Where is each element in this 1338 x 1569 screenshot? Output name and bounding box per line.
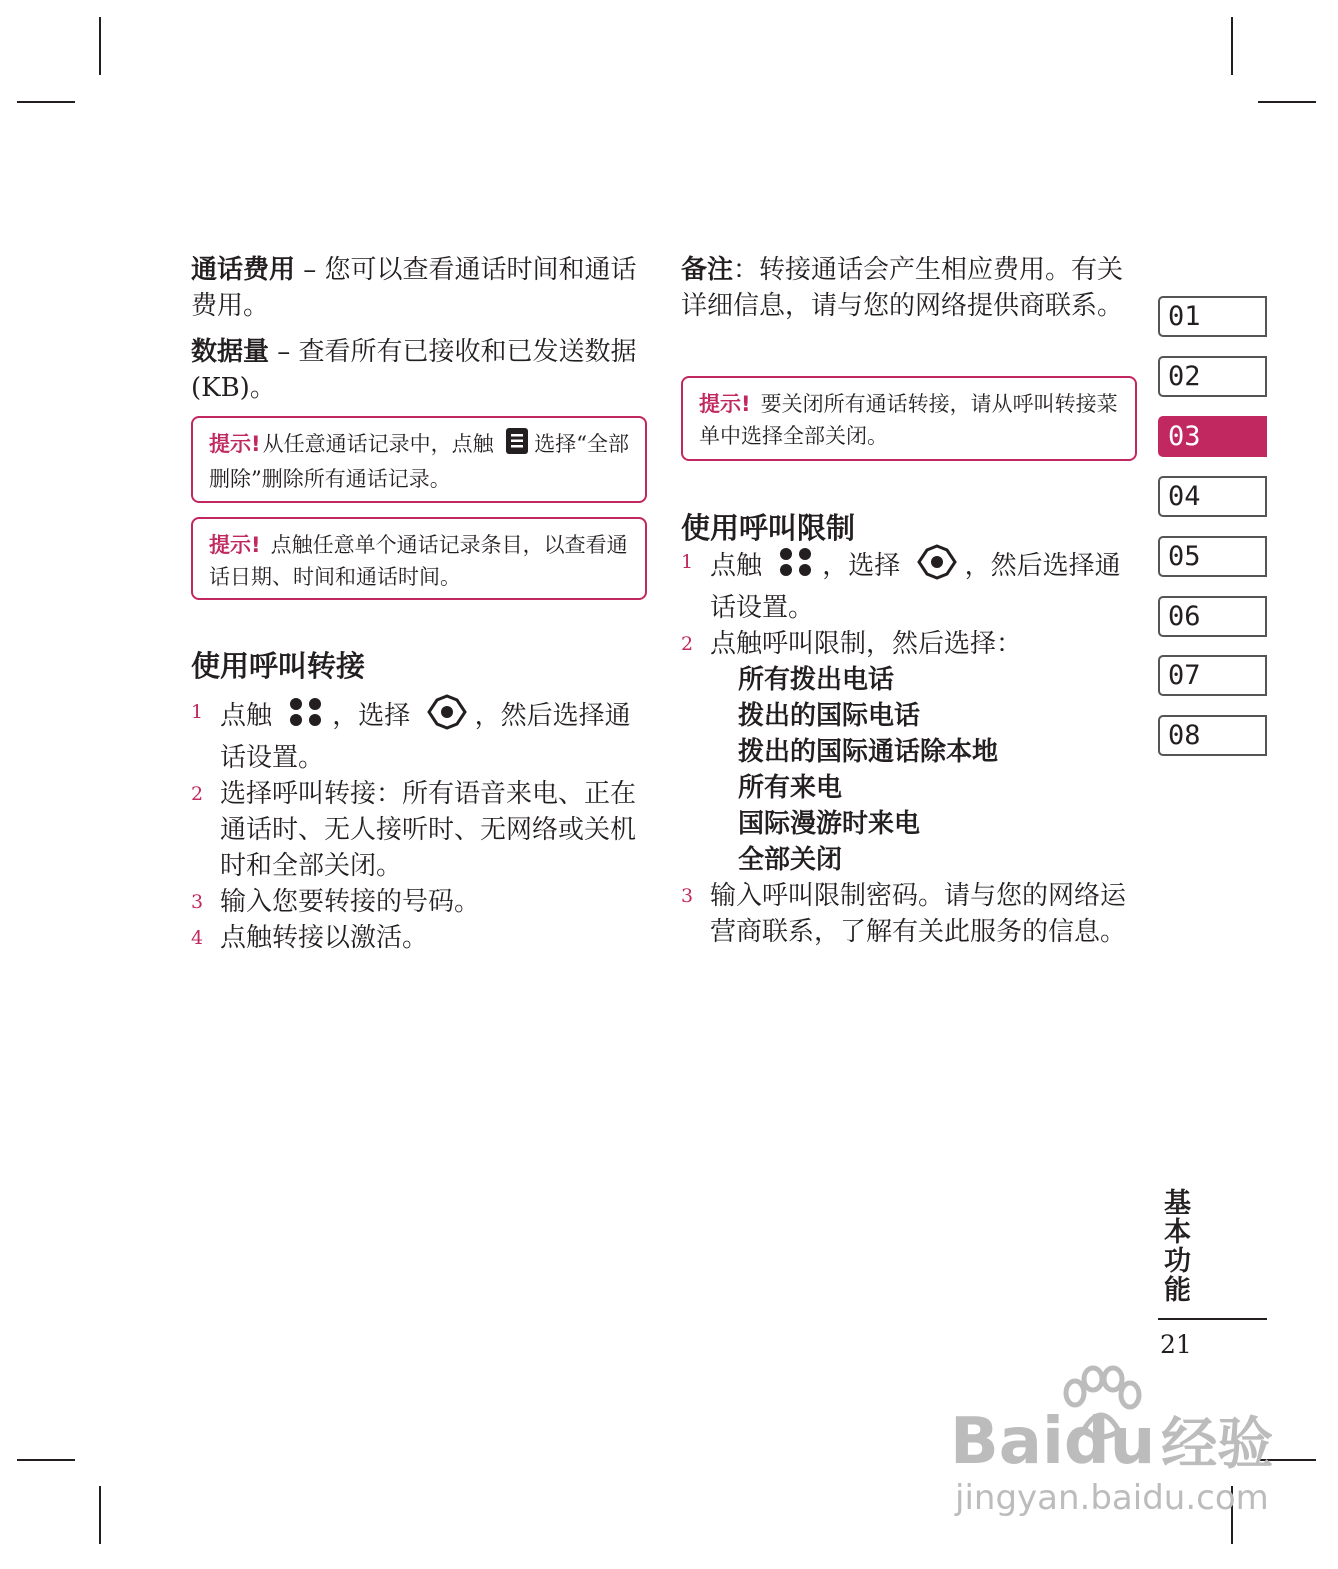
step-3: 3 输入您要转接的号码。 [191,887,481,917]
call-cost-paragraph: 通话费用 – 您可以查看通话时间和通话费用。 [191,255,637,321]
apps-grid-icon [286,695,326,739]
step-2: 2 选择呼叫转接：所有语音来电、正在通话时、无人接听时、无网络或关机时和全部关闭。 [191,779,637,881]
step-4: 4 点触转接以激活。 [191,923,429,953]
heading-call-barring: 使用呼叫限制 [681,511,856,545]
watermark-brand: Baidu 经验 [950,1405,1274,1479]
crop-mark [1231,17,1233,75]
crop-mark [17,1459,75,1461]
tip-label: 提示! [209,432,261,456]
tip-box-forward-off: 提示! 要关闭所有通话转接，请从呼叫转接菜单中选择全部关闭。 [681,376,1137,461]
apps-grid-icon [776,545,816,589]
tip-label: 提示! [699,392,751,416]
chapter-tab-05[interactable]: 05 [1158,536,1267,577]
forwarding-steps [191,694,643,956]
step-1: 1 点触 ，选择 ，然后选择通话设置。 [191,694,643,776]
chapter-tab-01[interactable]: 01 [1158,296,1267,337]
barring-option: 所有拨出电话 [738,665,895,695]
note-paragraph: 备注：转接通话会产生相应费用。有关详细信息，请与您的网络提供商联系。 [681,255,1124,321]
barring-step-1: 1 点触 ，选择 ，然后选择通话设置。 [681,544,1137,626]
barring-steps [681,544,1137,950]
barring-step-3: 3 输入呼叫限制密码。请与您的网络运营商联系，了解有关此服务的信息。 [681,881,1127,947]
barring-step-2: 2 点触呼叫限制，然后选择： [681,629,1023,659]
heading-call-forwarding: 使用呼叫转接 [191,649,366,683]
page-divider [1158,1318,1267,1320]
barring-option: 拨出的国际通话除本地 [738,737,999,767]
chapter-tab-08[interactable]: 08 [1158,715,1267,756]
crop-mark [17,101,75,103]
tip-label: 提示! [209,533,261,557]
chapter-tab-07[interactable]: 07 [1158,655,1267,696]
page-number: 21 [1160,1330,1192,1359]
crop-mark [99,1486,101,1544]
chapter-tab-02[interactable]: 02 [1158,356,1267,397]
chapter-tab-03[interactable]: 03 [1158,416,1267,457]
barring-option: 所有来电 [738,773,843,803]
left-paragraphs [191,252,646,406]
settings-gear-icon [915,544,959,590]
settings-gear-icon [425,694,469,740]
chapter-tab-04[interactable]: 04 [1158,476,1267,517]
barring-option: 国际漫游时来电 [738,809,921,839]
watermark-url: jingyan.baidu.com [955,1478,1269,1518]
barring-option: 全部关闭 [738,845,843,875]
barring-option: 拨出的国际电话 [738,701,921,731]
crop-mark [1258,101,1316,103]
chapter-tab-06[interactable]: 06 [1158,596,1267,637]
menu-icon [506,428,528,463]
tip-box-delete: 提示!从任意通话记录中，点触 选择“全部删除”删除所有通话记录。 [191,416,647,503]
crop-mark [99,17,101,75]
section-title: 基本功能 [1159,1188,1190,1304]
data-volume-paragraph: 数据量 – 查看所有已接收和已发送数据 (KB)。 [191,337,637,403]
tip-box-details: 提示! 点触任意单个通话记录条目，以查看通话日期、时间和通话时间。 [191,517,647,600]
